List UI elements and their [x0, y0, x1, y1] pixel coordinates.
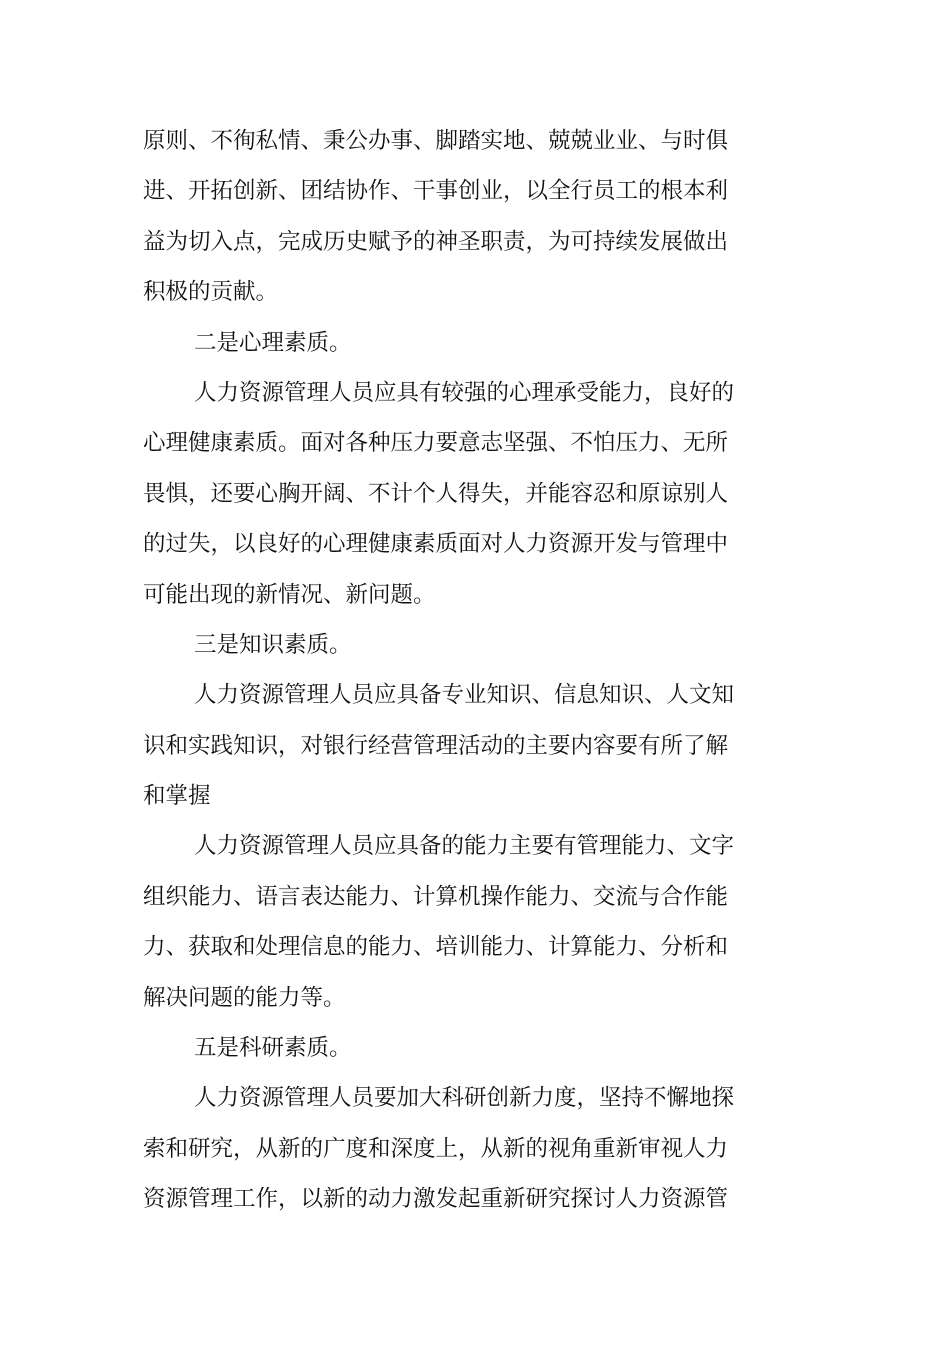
text-line: 解决问题的能力等。 [143, 984, 346, 1011]
text-line: 和掌握 [143, 783, 211, 810]
section-heading-research: 五是科研素质。 [194, 1035, 352, 1062]
text-line: 可能出现的新情况、新问题。 [143, 581, 436, 608]
text-line: 畏惧，还要心胸开阔、不计个人得失，并能容忍和原谅别人 [143, 480, 729, 507]
text-line: 益为切入点，完成历史赋予的神圣职责，为可持续发展做出 [143, 228, 729, 255]
text-line: 的过失，以良好的心理健康素质面对人力资源开发与管理中 [143, 531, 729, 558]
text-line: 进、开拓创新、团结协作、干事创业，以全行员工的根本利 [143, 178, 729, 205]
text-line: 原则、不徇私情、秉公办事、脚踏实地、兢兢业业、与时俱 [143, 128, 729, 154]
text-line: 识和实践知识，对银行经营管理活动的主要内容要有所了解 [143, 732, 729, 759]
text-line: 资源管理工作，以新的动力激发起重新研究探讨人力资源管 [143, 1186, 729, 1213]
text-line: 人力资源管理人员应具有较强的心理承受能力，良好的 [194, 379, 735, 406]
text-line: 人力资源管理人员应具备专业知识、信息知识、人文知 [194, 682, 735, 709]
text-line: 力、获取和处理信息的能力、培训能力、计算能力、分析和 [143, 934, 729, 961]
document-body [143, 116, 743, 1225]
section-heading-psychological: 二是心理素质。 [194, 329, 352, 356]
text-line: 组织能力、语言表达能力、计算机操作能力、交流与合作能 [143, 883, 729, 910]
text-line: 人力资源管理人员应具备的能力主要有管理能力、文字 [194, 833, 735, 860]
section-heading-knowledge: 三是知识素质。 [194, 631, 352, 658]
text-line: 人力资源管理人员要加大科研创新力度，坚持不懈地探 [194, 1085, 735, 1112]
text-line: 心理健康素质。面对各种压力要意志坚强、不怕压力、无所 [143, 430, 729, 457]
text-line: 索和研究，从新的广度和深度上，从新的视角重新审视人力 [143, 1135, 729, 1162]
text-line: 积极的贡献。 [143, 279, 279, 306]
